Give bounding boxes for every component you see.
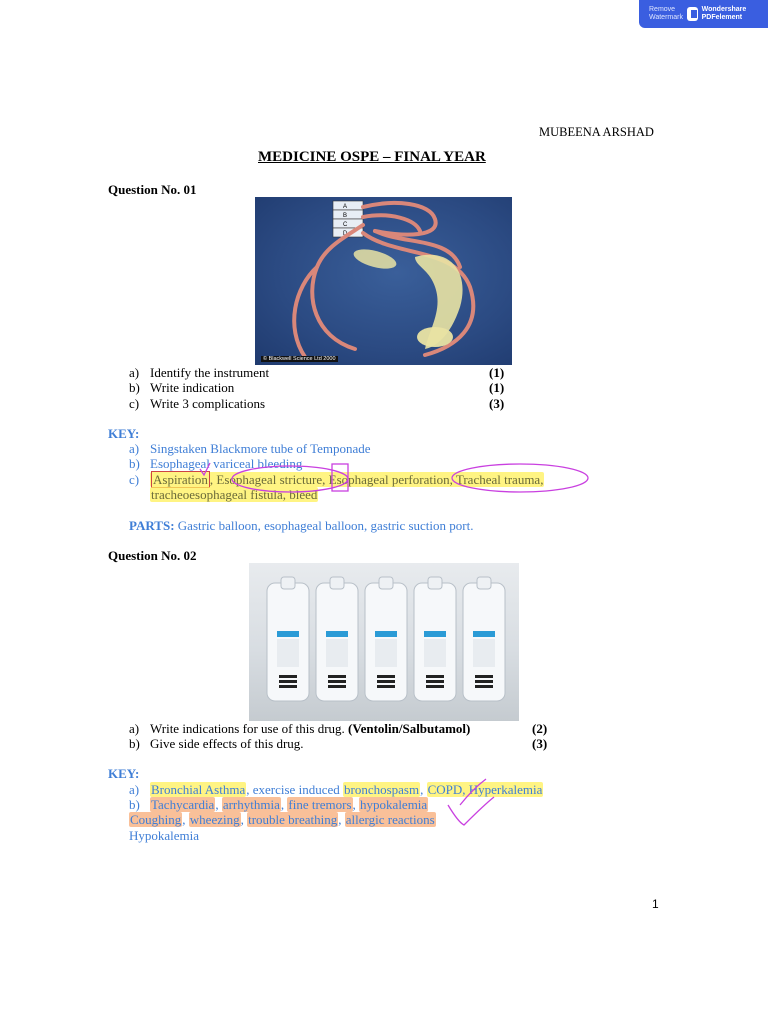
key-2-heading: KEY:	[108, 766, 140, 781]
pdfelement-logo-icon	[687, 7, 698, 21]
question-1-heading: Question No. 01	[108, 182, 197, 197]
complication-aspiration: Aspiration	[153, 472, 208, 487]
vial-strip	[267, 577, 505, 701]
pen-annotations-1	[140, 455, 600, 510]
tube-label-a: A	[343, 204, 348, 210]
tube-balloons	[352, 246, 463, 349]
key-1-parts: PARTS: Gastric balloon, esophageal balloon, gastric suction port.	[129, 518, 474, 533]
image-copyright: © Blackwell Science Ltd 2000	[263, 356, 336, 362]
ventolin-vials-image	[249, 563, 519, 721]
question-1b: b) Write indication	[129, 380, 235, 395]
question-1a-marks: (1)	[489, 365, 505, 380]
page-number: 1	[652, 897, 659, 911]
complication-perforation: Esophageal perforation	[328, 472, 450, 487]
complication-tracheal-trauma: Tracheal trauma	[455, 472, 541, 487]
tube-label-d: D	[343, 231, 348, 237]
key-1-heading: KEY:	[108, 426, 140, 441]
question-2a-marks: (2)	[532, 721, 548, 736]
key-2a: a) Bronchial Asthma, exercise induced bronchospasm, COPD, Hyperkalemia	[129, 782, 543, 797]
pen-annotations-2	[440, 775, 510, 830]
key-1c-continued: tracheoesophageal fistula, bleed	[151, 487, 318, 502]
author-name: MUBEENA ARSHAD	[539, 125, 654, 139]
key-2b-continued: Coughing, wheezing, trouble breathing, allergic reactions	[130, 812, 435, 827]
key-1c: c) Aspiration , Esophageal stricture, Esophageal perforation, Tracheal trauma,	[129, 472, 544, 487]
tube-label-c: C	[343, 222, 348, 228]
question-2-heading: Question No. 02	[108, 548, 197, 563]
complication-stricture: Esophageal stricture	[216, 472, 323, 487]
key-1a: a) Singstaken Blackmore tube of Temponade	[129, 441, 371, 456]
question-1c: c) Write 3 complications	[129, 396, 266, 411]
tube-illustration	[255, 197, 512, 365]
question-1c-marks: (3)	[489, 396, 505, 411]
drug-name: (Ventolin/Salbutamol)	[348, 721, 471, 736]
question-1a: a) Identify the instrument	[129, 365, 270, 380]
key-2b: b) Tachycardia, arrhythmia, fine tremors, hypokalemia	[129, 797, 428, 812]
key-1b: b) Esophageal variceal bleeding	[129, 456, 303, 471]
question-2b-marks: (3)	[532, 736, 548, 751]
tube-label-b: B	[343, 213, 348, 219]
vials-illustration	[249, 563, 519, 721]
question-2b: b) Give side effects of this drug.	[129, 736, 304, 751]
remove-watermark-link[interactable]: Remove Watermark	[649, 6, 683, 21]
tube-label-boxes	[333, 201, 363, 237]
page-title: MEDICINE OSPE – FINAL YEAR	[258, 149, 486, 165]
brand-name: Wondershare PDFelement	[701, 6, 747, 21]
question-2a: a) Write indications for use of this drug. (Ventolin/Salbutamol)	[129, 721, 471, 736]
question-1b-marks: (1)	[489, 380, 505, 395]
key-2b-hypokalemia: Hypokalemia	[129, 828, 200, 843]
sengstaken-tube-image	[255, 197, 512, 365]
remove-watermark-badge[interactable]	[639, 0, 768, 28]
